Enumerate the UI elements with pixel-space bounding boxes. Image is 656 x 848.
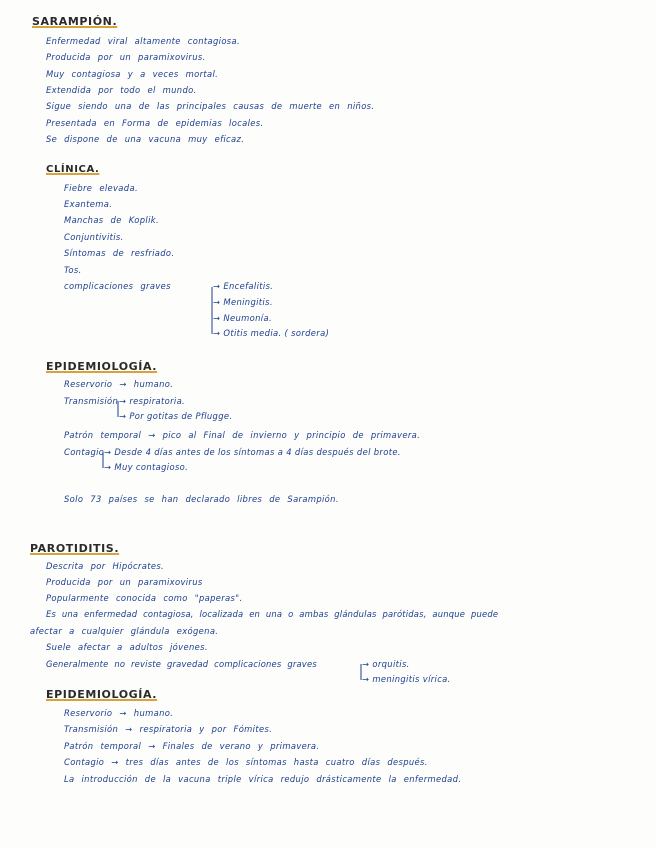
complicacion-item: → Neumonía. <box>213 313 272 323</box>
sarampion-intro-line: Sigue siendo una de las principales causas de muerte en niños. <box>46 101 375 111</box>
sarampion-intro-line: Extendida por todo el mundo. <box>46 85 197 95</box>
arrow-right-icon: → <box>119 396 127 406</box>
arrow-right-icon: → <box>213 328 221 338</box>
parotiditis-intro-line: Es una enfermedad contagiosa, localizada en una o ambas glándulas parótidas, aunque puede <box>46 609 499 619</box>
clinica-item: Tos. <box>64 265 82 275</box>
sarampion-intro-line: Presentada en Forma de epidemias locales. <box>46 118 264 128</box>
arrow-right-icon: → <box>213 281 221 291</box>
arrow-right-icon: → <box>104 447 112 457</box>
complicaciones-label: complicaciones graves <box>64 281 171 291</box>
contagio-item: → Muy contagioso. <box>104 462 189 472</box>
sarampion-intro-line: Enfermedad viral altamente contagiosa. <box>46 36 240 46</box>
parotiditis-complicacion-item: → orquitis. <box>362 659 410 669</box>
patron-line: Patrón temporal → pico al Final de invierno y principio de primavera. <box>64 430 421 440</box>
complicacion-item: → Meningitis. <box>213 297 273 307</box>
sarampion-intro-line: Producida por un paramixovirus. <box>46 52 206 62</box>
epidemiologia-title: EPIDEMIOLOGÍA. <box>46 360 158 373</box>
clinica-title: CLÍNICA. <box>46 164 100 175</box>
complicacion-item: → Otitis media. ( sordera) <box>213 328 330 338</box>
clinica-item: Exantema. <box>64 199 113 209</box>
clinica-item: Manchas de Koplik. <box>64 215 159 225</box>
clinica-item: Síntomas de resfriado. <box>64 248 175 258</box>
parotiditis-epi-line: Contagio → tres días antes de los síntomas hasta cuatro días después. <box>64 757 428 767</box>
arrow-right-icon: → <box>213 313 221 323</box>
parotiditis-epi-line: Reservorio → humano. <box>64 708 174 718</box>
parotiditis-epi-line: Transmisión → respiratoria y por Fómites. <box>64 724 273 734</box>
parotiditis-intro-line: afectar a cualquier glándula exógena. <box>30 626 219 636</box>
sarampion-title: SARAMPIÓN. <box>32 15 118 28</box>
clinica-item: Conjuntivitis. <box>64 232 124 242</box>
arrow-right-icon: → <box>119 411 127 421</box>
contagio-item: → Desde 4 días antes de los síntomas a 4 días después del brote. <box>104 447 401 457</box>
arrow-right-icon: → <box>104 462 112 472</box>
contagio-label: Contagio <box>64 447 105 457</box>
arrow-right-icon: → <box>213 297 221 307</box>
transmision-label: Transmisión <box>64 396 119 406</box>
arrow-right-icon: → <box>362 674 370 684</box>
parotiditis-intro-line: Producida por un paramixovirus <box>46 577 203 587</box>
clinica-item: Fiebre elevada. <box>64 183 138 193</box>
complicacion-item: → Encefalitis. <box>213 281 274 291</box>
reservorio-line: Reservorio → humano. <box>64 379 174 389</box>
sarampion-intro-line: Se dispone de una vacuna muy eficaz. <box>46 134 245 144</box>
sarampion-intro-line: Muy contagiosa y a veces mortal. <box>46 69 219 79</box>
nota-line: Solo 73 países se han declarado libres de Sarampión. <box>64 494 339 504</box>
parotiditis-intro-line: Descrita por Hipócrates. <box>46 561 165 571</box>
parotiditis-title: PAROTIDITIS. <box>30 542 120 555</box>
parotiditis-epi-line: La introducción de la vacuna triple vírica redujo drásticamente la enfermedad. <box>64 774 462 784</box>
arrow-right-icon: → <box>362 659 370 669</box>
transmision-item: → Por gotitas de Pflugge. <box>119 411 233 421</box>
parotiditis-epi-line: Patrón temporal → Finales de verano y primavera. <box>64 741 320 751</box>
transmision-item: → respiratoria. <box>119 396 186 406</box>
parotiditis-epidemiologia-title: EPIDEMIOLOGÍA. <box>46 688 158 701</box>
parotiditis-complicaciones-label: Generalmente no reviste gravedad complicaciones graves <box>46 659 317 669</box>
parotiditis-intro-line: Popularmente conocida como "paperas". <box>46 593 243 603</box>
parotiditis-complicacion-item: → meningitis vírica. <box>362 674 451 684</box>
parotiditis-intro-line: Suele afectar a adultos jóvenes. <box>46 642 208 652</box>
